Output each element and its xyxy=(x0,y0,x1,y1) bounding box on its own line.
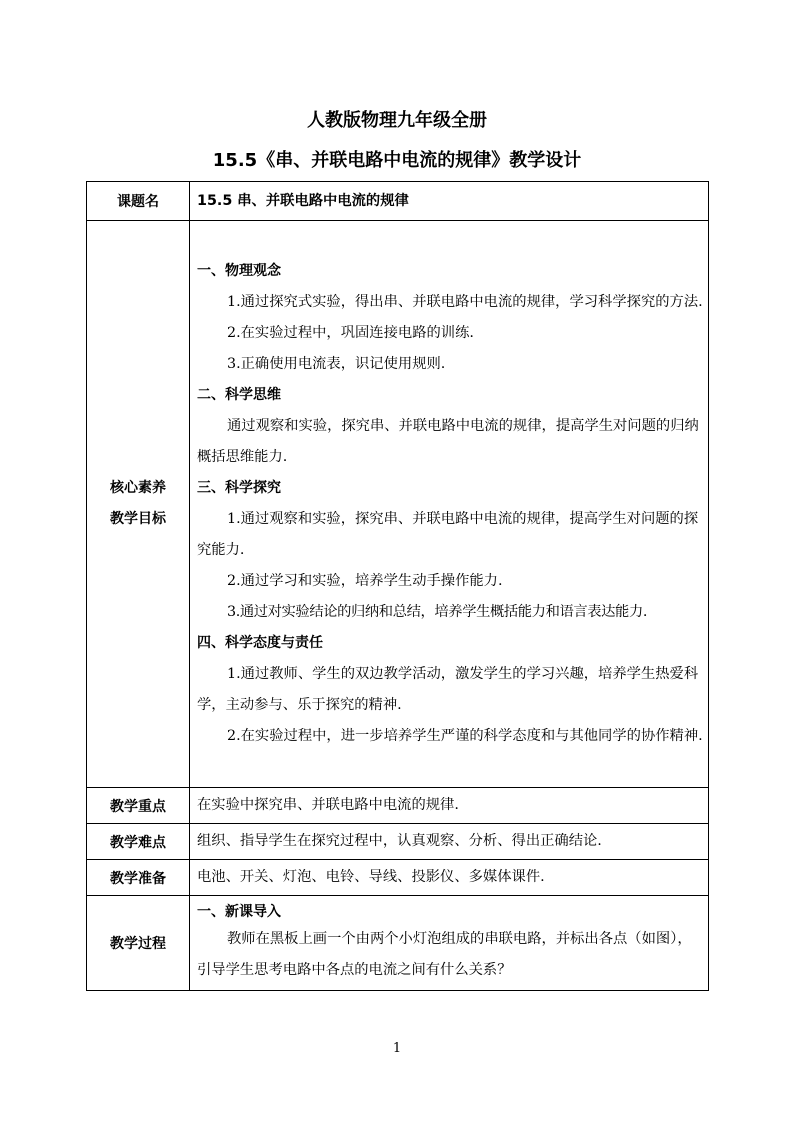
goals-label-line1: 核心素养 xyxy=(110,480,166,496)
preparation-value: 电池、开关、灯泡、电铃、导线、投影仪、多媒体课件. xyxy=(190,860,709,896)
difficulty-value: 组织、指导学生在探究过程中，认真观察、分析、得出正确结论. xyxy=(190,824,709,860)
difficulty-label: 教学难点 xyxy=(87,824,190,860)
goal-paragraph: 1.通过观察和实验，探究串、并联电路中电流的规律，提高学生对问题的探究能力. xyxy=(197,511,699,558)
goal-paragraph: 通过观察和实验，探究串、并联电路中电流的规律，提高学生对问题的归纳概括思维能力. xyxy=(197,418,699,465)
process-row xyxy=(87,896,709,991)
section-heading: 一、新课导入 xyxy=(197,904,281,920)
key-point-value: 在实验中探究串、并联电路中电流的规律. xyxy=(190,788,709,824)
key-point-label: 教学重点 xyxy=(87,788,190,824)
goal-paragraph: 3.正确使用电流表，识记使用规则. xyxy=(227,356,446,372)
topic-row xyxy=(87,182,709,221)
page-number: 1 xyxy=(392,1041,402,1056)
goal-paragraph: 1.通过探究式实验，得出串、并联电路中电流的规律，学习科学探究的方法. xyxy=(227,294,703,310)
topic-value: 15.5 串、并联电路中电流的规律 xyxy=(190,182,709,221)
topic-label: 课题名 xyxy=(87,182,190,221)
section-heading: 四、科学态度与责任 xyxy=(197,635,323,651)
goals-label xyxy=(87,221,190,788)
section-heading: 三、科学探究 xyxy=(197,480,281,496)
goal-paragraph: 1.通过教师、学生的双边教学活动，激发学生的学习兴趣，培养学生热爱科学，主动参与、乐于探究的精神. xyxy=(197,666,699,713)
goal-paragraph: 2.在实验过程中，进一步培养学生严谨的科学态度和与其他同学的协作精神. xyxy=(227,728,703,744)
goals-content xyxy=(190,221,709,788)
goals-row xyxy=(87,221,709,788)
lesson-plan-table xyxy=(86,181,709,991)
preparation-label: 教学准备 xyxy=(87,860,190,896)
lesson-title: 15.5《串、并联电路中电流的规律》教学设计 xyxy=(212,150,582,171)
goal-paragraph: 2.在实验过程中，巩固连接电路的训练. xyxy=(227,325,474,341)
process-content xyxy=(190,896,709,991)
goal-paragraph: 3.通过对实验结论的归纳和总结，培养学生概括能力和语言表达能力. xyxy=(227,604,647,620)
goals-label-line2: 教学目标 xyxy=(110,511,166,527)
key-point-row xyxy=(87,788,709,824)
process-paragraph: 教师在黑板上画一个由两个小灯泡组成的串联电路，并标出各点（如图），引导学生思考电路中各点的电流之间有什么关系？ xyxy=(197,931,692,978)
section-heading: 二、科学思维 xyxy=(197,387,281,403)
section-heading: 一、物理观念 xyxy=(197,263,281,279)
goal-paragraph: 2.通过学习和实验，培养学生动手操作能力. xyxy=(227,573,503,589)
preparation-row xyxy=(87,860,709,896)
process-label: 教学过程 xyxy=(87,896,190,991)
document-title: 人教版物理九年级全册 xyxy=(307,110,487,131)
difficulty-row xyxy=(87,824,709,860)
